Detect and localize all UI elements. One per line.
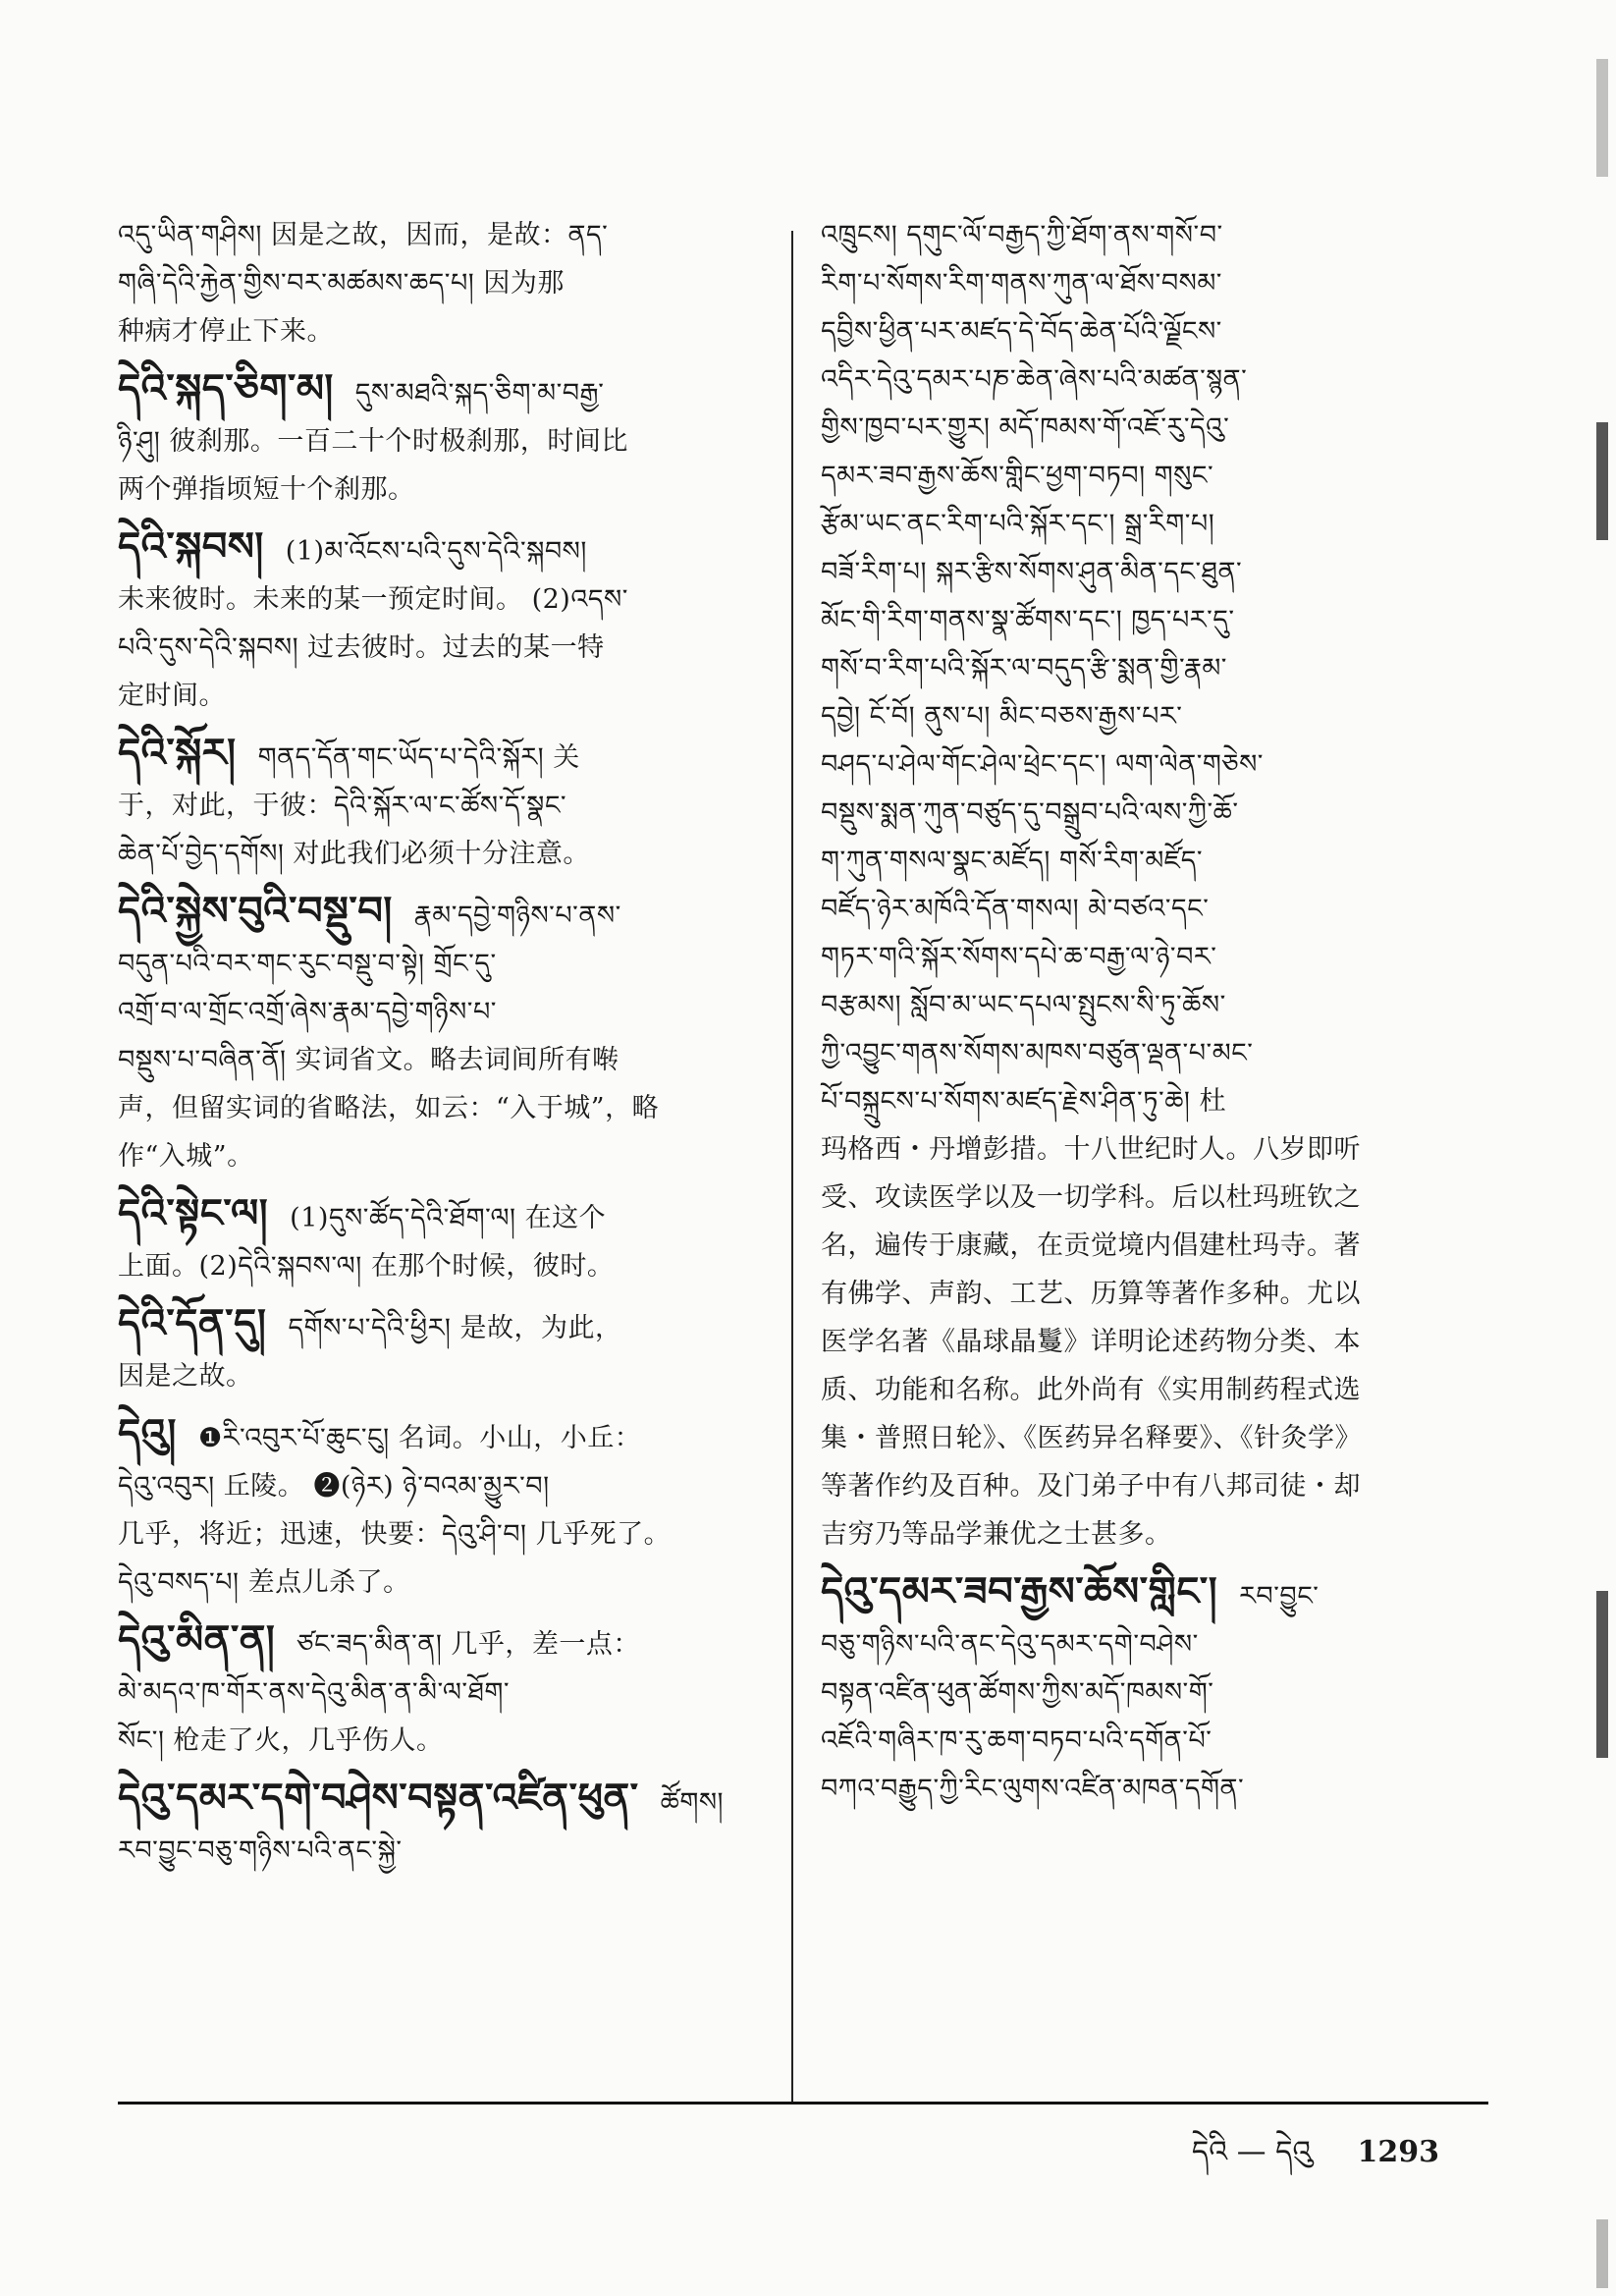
entry-line: [118, 1242, 768, 1290]
dictionary-entry: [118, 1616, 768, 1765]
entry-text: 名，遍传于康藏，在贡觉境内倡建杜玛寺。著: [821, 1230, 1361, 1261]
entry-line: [821, 1668, 1469, 1717]
entry-text: 集・普照日轮》、《医药异名释要》、《针灸学》: [821, 1423, 1362, 1453]
entry-line: [118, 1410, 768, 1462]
entry-line: [821, 644, 1469, 692]
entry-line: [118, 1616, 768, 1668]
entry-line: [118, 259, 768, 307]
scan-edge-mark: [1596, 1591, 1608, 1758]
entry-text: འཁྲུངས། དགུང་ལོ་བརྒྱད་ཀྱི་ཐོག་ནས་གསོ་བ་: [821, 220, 1223, 250]
entry-text: གཞི་དེའི་རྐྱེན་གྱིས་བར་མཚམས་ཆད་པ། 因为那: [118, 268, 565, 299]
dictionary-entry: [821, 1568, 1469, 1813]
entry-line: [118, 1300, 768, 1352]
entry-headword: དེའུ།: [118, 1411, 177, 1456]
left-column: [118, 211, 768, 1885]
entry-text: བཀའ་བརྒྱུད་ཀྱི་རིང་ལུགས་འཛིན་མཁན་དགོན་: [821, 1774, 1245, 1804]
entry-line: [821, 307, 1469, 355]
dictionary-entry: [118, 1410, 768, 1607]
guide-words: དེའི — དེའུ: [1191, 2135, 1313, 2169]
entry-text: གནད་དོན་གང་ཡོད་པ་དེའི་སྐོར། 关: [257, 742, 580, 773]
entry-line: [118, 940, 768, 988]
entry-text: 几乎，将近；迅速，快要：དེའུ་ཤི་བ། 几乎死了。: [118, 1519, 672, 1550]
entry-line: [821, 981, 1469, 1029]
entry-line: [118, 1084, 768, 1132]
entry-text: གསོ་བ་རིག་པའི་སྐོར་ལ་བདུད་རྩི་སྨན་གྱི་རྣམ་: [821, 653, 1227, 683]
entry-text: མོང་གི་རིག་གནས་སྣ་ཚོགས་དང་། ཁྱད་པར་དུ་: [821, 605, 1235, 635]
entry-text: 有佛学、声韵、工艺、历算等著作多种。尤以: [821, 1279, 1361, 1309]
entry-headword: དེའི་སྟེང་ལ།: [118, 1191, 269, 1236]
entry-text: 吉穷乃等品学兼优之士甚多。: [821, 1519, 1172, 1550]
entry-line: [118, 624, 768, 672]
entry-text: ཆེན་པོ་བྱེད་དགོས། 对此我们必须十分注意。: [118, 839, 590, 869]
scan-edge-mark: [1596, 59, 1608, 177]
entry-headword: དེའུ་མིན་ན།: [118, 1617, 276, 1663]
entry-line: [118, 211, 768, 259]
entry-text: བཤད་པ་ཤེལ་གོང་ཤེལ་ཕྲེང་དང་། ལག་ལེན་གཅེས་: [821, 749, 1264, 780]
entry-text: འཇོའི་གཞིར་ཁ་རུ་ཆག་བཏབ་པའི་དགོན་པོ་: [821, 1725, 1212, 1756]
entry-text: གཏར་གའི་སྐོར་སོགས་དཔེ་ཆ་བརྒྱ་ལ་ཉེ་བར་: [821, 942, 1217, 972]
entry-line: [118, 1190, 768, 1242]
entry-text: དམར་ཟབ་རྒྱས་ཆོས་གླིང་ཕྱག་བཏབ། གསུང་: [821, 461, 1214, 491]
entry-line: [118, 1132, 768, 1180]
entry-text: བརྩམས། སློབ་མ་ཡང་དཔལ་སྤུངས་སི་ཏུ་ཆོས་: [821, 990, 1226, 1020]
entry-text: དེའུ་འབུར། 丘陵。 ❷(ཉེར) ཉེ་བའམ་མྱུར་བ།: [118, 1471, 550, 1502]
entry-text: དེའུ་བསད་པ། 差点儿杀了。: [118, 1567, 410, 1598]
entry-line: [821, 1620, 1469, 1668]
entry-line: [821, 596, 1469, 644]
entry-text: 作“入城”。: [118, 1141, 254, 1172]
entry-line: [821, 885, 1469, 933]
entry-headword: དེའི་སྐྱེས་བུའི་བསྡུ་བ།: [118, 889, 393, 934]
dictionary-entry: [118, 211, 768, 355]
entry-headword: དེའུ་དམར་དགེ་བཤེས་བསྟན་འཛིན་ཕུན་: [118, 1776, 639, 1821]
entry-text: 上面。(2)དེའི་སྐབས་ལ། 在那个时候，彼时。: [118, 1251, 615, 1282]
entry-line: [821, 259, 1469, 307]
entry-line: [118, 1462, 768, 1510]
entry-text: 声，但留实词的省略法，如云：“入于城”，略: [118, 1093, 660, 1123]
entry-text: 定时间。: [118, 681, 226, 711]
entry-line: [821, 1077, 1469, 1125]
page-number: 1293: [1357, 2135, 1439, 2169]
entry-text: 两个弹指顷短十个刹那。: [118, 474, 415, 505]
entry-text: ཀྱི་འབྱུང་གནས་སོགས་མཁས་བཙུན་ལྡན་པ་མང་: [821, 1038, 1254, 1068]
dictionary-entry: [118, 1190, 768, 1290]
entry-text: བཅུ་གཉིས་པའི་ནང་དེའུ་དམར་དགེ་བཤེས་: [821, 1629, 1199, 1660]
entry-line: [118, 1558, 768, 1607]
dictionary-entry: [118, 365, 768, 514]
entry-line: [821, 1125, 1469, 1174]
scan-edge-mark: [1596, 2219, 1608, 2288]
entry-text: བཛོད་ཉེར་མཁོའི་དོན་གསལ། མེ་བཙའ་དང་: [821, 894, 1210, 924]
entry-line: [821, 740, 1469, 789]
entry-line: [118, 575, 768, 624]
entry-text: 等著作约及百种。及门弟子中有八邦司徒・却: [821, 1471, 1361, 1502]
entry-line: [118, 1352, 768, 1400]
entry-text: ❶རི་འབུར་པོ་ཆུང་ངུ། 名词。小山，小丘：: [197, 1423, 642, 1453]
entry-headword: དེའི་སྐད་ཅིག་མ།: [118, 366, 334, 411]
dictionary-entry: [821, 211, 1469, 1558]
entry-line: [821, 1270, 1469, 1318]
entry-text: (1)དུས་ཚོད་དེའི་ཐོག་ལ། 在这个: [290, 1203, 607, 1233]
entry-text: རྣམ་དབྱེ་གཉིས་པ་ནས་: [413, 901, 621, 931]
entry-line: [821, 1414, 1469, 1462]
entry-line: [821, 1029, 1469, 1077]
dictionary-entry: [118, 523, 768, 720]
entry-line: [118, 888, 768, 940]
column-divider: [791, 231, 793, 2102]
entry-text: དབྱེ། ངོ་བོ། ནུས་པ། མིང་བཅས་རྒྱས་པར་: [821, 701, 1183, 732]
entry-line: [821, 1717, 1469, 1765]
entry-text: འདུ་ཡིན་གཤིས། 因是之故，因而，是故：ནད་: [118, 220, 609, 250]
dictionary-entry: [118, 730, 768, 878]
entry-text: བསྡུས་སྨན་ཀུན་བཙུད་དུ་བསྒྲུབ་པའི་ལས་ཀྱི་ཆོ་: [821, 797, 1239, 828]
entry-line: [118, 523, 768, 575]
entry-text: རྩོམ་ཡང་ནང་རིག་པའི་སྐོར་དང་། སྒྲ་རིག་པ།: [821, 509, 1215, 539]
entry-line: [821, 1222, 1469, 1270]
entry-line: [118, 988, 768, 1036]
entry-text: བསྟན་འཛིན་ཕུན་ཚོགས་ཀྱིས་མདོ་ཁམས་གོ་: [821, 1677, 1214, 1708]
dictionary-entry: [118, 1775, 768, 1875]
entry-headword: དེའུ་དམར་ཟབ་རྒྱས་ཆོས་གླིང་།: [821, 1569, 1218, 1614]
page-footer: [1192, 2119, 1439, 2202]
entry-text: ཙང་ཟད་མིན་ན། 几乎，差一点：: [296, 1629, 640, 1660]
entry-text: ག་ཀུན་གསལ་སྣང་མཛོད། གསོ་རིག་མཛོད་: [821, 846, 1204, 876]
entry-text: 种病才停止下来。: [118, 316, 334, 347]
entry-line: [821, 1568, 1469, 1620]
entry-text: བཟོ་རིག་པ། སྐར་རྩིས་སོགས་ཤུན་མིན་དང་ཐུན་: [821, 557, 1243, 587]
entry-text: གྱིས་ཁྱབ་པར་གྱུར། མདོ་ཁམས་གོ་འཇོ་རུ་དེའུ་: [821, 412, 1230, 443]
entry-text: 因是之故。: [118, 1361, 253, 1392]
entry-text: བདུན་པའི་བར་གང་རུང་བསྡུ་བ་སྟེ། གྲོང་དུ་: [118, 949, 497, 979]
entry-text: 玛格西・丹增彭措。十八世纪时人。八岁即听: [821, 1134, 1361, 1165]
entry-text: རིག་པ་སོགས་རིག་གནས་ཀུན་ལ་ཐོས་བསམ་: [821, 268, 1222, 299]
entry-line: [118, 465, 768, 514]
entry-line: [821, 452, 1469, 500]
entry-text: པའི་དུས་དེའི་སྐབས། 过去彼时。过去的某一特: [118, 632, 605, 663]
entry-text: ཚོགས། རབ་བྱུང་བཅུ་གཉིས་པའི་ནང་སྐྱེ་: [118, 1787, 725, 1866]
entry-line: [118, 1668, 768, 1717]
entry-text: མེ་མདའ་ཁ་གོར་ནས་དེའུ་མིན་ན་མི་ལ་ཐོག་: [118, 1677, 511, 1708]
entry-line: [821, 1366, 1469, 1414]
entry-headword: དེའི་དོན་དུ།: [118, 1301, 267, 1346]
dictionary-entry: [118, 888, 768, 1180]
entry-text: 医学名著《晶球晶鬘》详明论述药物分类、本: [821, 1327, 1361, 1357]
entry-line: [821, 211, 1469, 259]
entry-line: [118, 307, 768, 355]
entry-line: [821, 789, 1469, 837]
entry-line: [821, 500, 1469, 548]
entry-line: [821, 1510, 1469, 1558]
entry-line: [821, 1462, 1469, 1510]
footer-rule: [118, 2102, 1488, 2105]
entry-text: རབ་བྱུང་: [1239, 1581, 1320, 1612]
entry-line: [118, 730, 768, 782]
entry-text: (1)མ་འོངས་པའི་དུས་དེའི་སྐབས།: [285, 536, 587, 567]
entry-line: [821, 355, 1469, 404]
entry-text: འདིར་དེའུ་དམར་པཎ་ཆེན་ཞེས་པའི་མཚན་སྙན་: [821, 364, 1248, 395]
entry-line: [821, 1318, 1469, 1366]
entry-text: 质、功能和名称。此外尚有《实用制药程式选: [821, 1375, 1361, 1405]
right-column: [821, 211, 1469, 1823]
entry-headword: དེའི་སྐབས།: [118, 524, 264, 570]
entry-text: སོང་། 枪走了火，几乎伤人。: [118, 1725, 444, 1756]
entry-line: [118, 782, 768, 830]
entry-text: 未来彼时。未来的某一预定时间。 (2)འདས་: [118, 584, 628, 615]
entry-line: [118, 672, 768, 720]
entry-line: [821, 1174, 1469, 1222]
entry-line: [821, 1765, 1469, 1813]
entry-text: འགྲོ་བ་ལ་གྲོང་འགྲོ་ཞེས་རྣམ་དབྱེ་གཉིས་པ་: [118, 997, 497, 1027]
entry-line: [118, 417, 768, 465]
scan-edge-mark: [1596, 422, 1608, 540]
entry-text: དུས་མཐའི་སྐད་ཅིག་མ་བརྒྱ་: [354, 378, 605, 409]
entry-line: [821, 692, 1469, 740]
entry-line: [118, 1717, 768, 1765]
entry-text: བསྡུས་པ་བཞིན་ནོ། 实词省文。略去词间所有啭: [118, 1045, 619, 1075]
dictionary-entry: [118, 1300, 768, 1400]
entry-text: པོ་བསྐྲུངས་པ་སོགས་མཛད་རྗེས་ཤིན་ཏུ་ཆེ། 杜: [821, 1086, 1226, 1117]
entry-line: [118, 365, 768, 417]
entry-line: [118, 1775, 768, 1875]
entry-line: [821, 837, 1469, 885]
entry-text: དགོས་པ་དེའི་ཕྱིར། 是故，为此，: [288, 1313, 622, 1343]
entry-line: [118, 830, 768, 878]
entry-headword: དེའི་སྐོར།: [118, 731, 237, 776]
entry-line: [821, 404, 1469, 452]
entry-line: [118, 1036, 768, 1084]
entry-line: [821, 933, 1469, 981]
entry-text: 受、攻读医学以及一切学科。后以杜玛班钦之: [821, 1182, 1361, 1213]
entry-line: [821, 548, 1469, 596]
entry-text: ཉི་ཤུ། 彼刹那。一百二十个时极刹那，时间比: [118, 426, 628, 457]
entry-text: དབྱིས་ཕྱིན་པར་མཛད་དེ་བོད་ཆེན་པོའི་ལྗོངས་: [821, 316, 1222, 347]
entry-line: [118, 1510, 768, 1558]
entry-text: 于，对此，于彼：དེའི་སྐོར་ལ་ང་ཚོས་དོ་སྣང་: [118, 791, 567, 821]
